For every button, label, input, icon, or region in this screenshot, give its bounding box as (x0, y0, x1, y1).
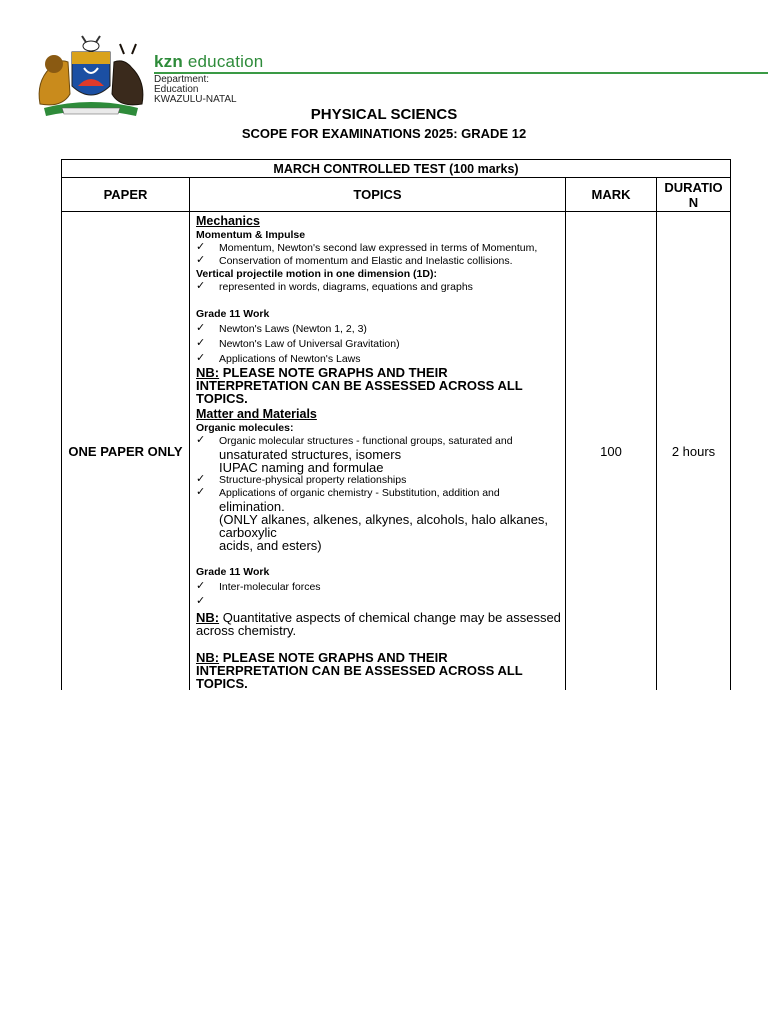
note-graphs (196, 651, 561, 690)
spacer (196, 294, 561, 308)
list-item-text: Applications of organic chemistry - Substitution, addition and (219, 487, 500, 499)
note-text: PLEASE NOTE GRAPHS AND THEIR INTERPRETATION CAN BE ASSESSED ACROSS ALL TOPICS. (196, 365, 523, 406)
list-item (196, 255, 561, 268)
topics-cell (190, 212, 566, 691)
checkmark-icon: ✓ (196, 280, 206, 292)
header-duration-line1: DURATIO (664, 179, 723, 195)
spacer (196, 552, 561, 566)
dept-line-3: KWAZULU-NATAL (154, 94, 237, 105)
list-item-text: Newton's Laws (Newton 1, 2, 3) (219, 323, 367, 335)
list-item (196, 323, 561, 336)
subheading: Momentum & Impulse (196, 229, 306, 241)
checkmark-icon: ✓ (196, 241, 206, 253)
list-item-continuation: unsaturated structures, isomers (219, 447, 402, 462)
table-caption: MARCH CONTROLLED TEST (100 marks) (62, 160, 731, 178)
header-mark: MARK (566, 178, 657, 212)
note-graphs (196, 366, 561, 405)
subheading: Grade 11 Work (196, 308, 270, 320)
list-item-text: Organic molecular structures - functional groups, saturated and (219, 435, 513, 447)
checkmark-icon: ✓ (196, 580, 206, 592)
checkmark-icon: ✓ (196, 486, 206, 498)
document-title: PHYSICAL SCIENCS (310, 106, 458, 123)
header-topics: TOPICS (190, 178, 566, 212)
list-item-text: represented in words, diagrams, equations and graphs (219, 281, 473, 293)
note-text: Quantitative aspects of chemical change may be assessed across chemistry. (196, 610, 561, 638)
dept-line-2: Education (154, 84, 199, 95)
list-item (196, 581, 561, 594)
checkmark-icon: ✓ (196, 254, 206, 266)
subheading: Vertical projectile motion in one dimension (1D): (196, 268, 437, 280)
list-item (196, 242, 561, 255)
list-item-text: Applications of Newton's Laws (219, 353, 361, 365)
section-mechanics-title: Mechanics (196, 214, 260, 228)
list-item (196, 474, 561, 487)
list-item (196, 435, 561, 448)
section-matter-title: Matter and Materials (196, 407, 317, 421)
note-prefix: NB: (196, 610, 220, 625)
list-item-continuation: elimination. (219, 499, 285, 514)
list-item (196, 338, 561, 351)
list-item-text: Structure-physical property relationships (219, 474, 407, 486)
checkmark-icon: ✓ (196, 352, 206, 364)
list-item-continuation: (ONLY alkanes, alkenes, alkynes, alcohols, halo alkanes, carboxylic (219, 512, 549, 540)
brand-name (154, 52, 263, 72)
list-item-continuation: acids, and esters) (219, 538, 322, 553)
checkmark-icon: ✓ (196, 595, 206, 607)
header-duration-line2: N (688, 194, 699, 210)
spacer (196, 637, 561, 651)
subheading: Organic molecules: (196, 422, 294, 434)
duration-cell: 2 hours (657, 212, 731, 691)
document-subtitle: SCOPE FOR EXAMINATIONS 2025: GRADE 12 (241, 126, 527, 141)
header-duration (657, 178, 731, 212)
note-prefix: NB: (196, 650, 220, 665)
list-item (196, 596, 561, 609)
scope-table (61, 159, 731, 690)
list-item-text: Momentum, Newton's second law expressed in terms of Momentum, (219, 242, 538, 254)
note-prefix: NB: (196, 365, 220, 380)
note-quantitative (196, 611, 561, 637)
brand-rule (154, 72, 768, 74)
list-item-text: Inter-molecular forces (219, 581, 321, 593)
mark-cell: 100 (566, 212, 657, 691)
paper-cell: ONE PAPER ONLY (62, 212, 190, 691)
list-item-continuation: IUPAC naming and formulae (219, 460, 384, 475)
brand-bold: kzn (154, 52, 183, 71)
header-paper: PAPER (62, 178, 190, 212)
note-text: PLEASE NOTE GRAPHS AND THEIR INTERPRETATION CAN BE ASSESSED ACROSS ALL TOPICS. (196, 650, 523, 691)
brand-rest: education (182, 52, 264, 71)
checkmark-icon: ✓ (196, 434, 206, 446)
table-row (62, 212, 731, 691)
list-item-text: Conservation of momentum and Elastic and Inelastic collisions. (219, 255, 513, 267)
department-label (154, 75, 237, 105)
table-caption-row (62, 160, 731, 178)
table-header-row (62, 178, 731, 212)
subheading: Grade 11 Work (196, 566, 270, 578)
checkmark-icon: ✓ (196, 322, 206, 334)
checkmark-icon: ✓ (196, 337, 206, 349)
list-item (196, 281, 561, 294)
list-item (196, 487, 561, 500)
list-item (196, 353, 561, 366)
list-item-text: Newton's Law of Universal Gravitation) (219, 338, 400, 350)
checkmark-icon: ✓ (196, 473, 206, 485)
dept-line-1: Department: (154, 74, 210, 85)
